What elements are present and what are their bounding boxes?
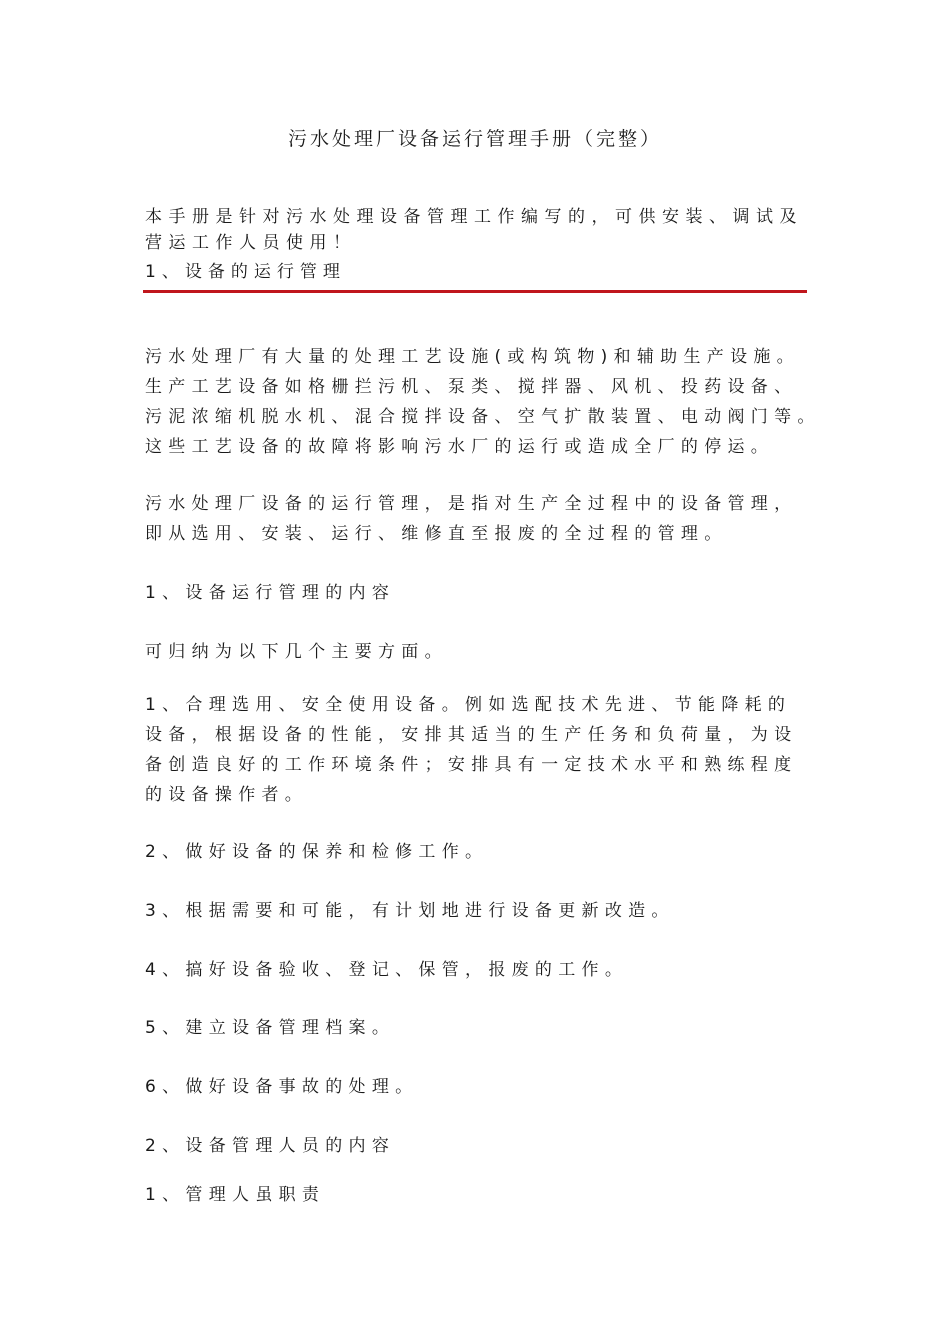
list-item-5: 5、建立设备管理档案。 — [145, 1018, 396, 1038]
list-item-4: 4、搞好设备验收、登记、保管，报废的工作。 — [145, 960, 629, 980]
list-item-line: 备创造良好的工作环境条件；安排具有一定技术水平和熟练程度 — [145, 755, 798, 775]
paragraph-facilities — [145, 342, 821, 462]
list-item-line: 1、合理选用、安全使用设备。例如选配技术先进、节能降耗的 — [145, 695, 792, 715]
list-item-6: 6、做好设备事故的处理。 — [145, 1077, 419, 1097]
paragraph-line: 污水处理厂有大量的处理工艺设施(或构筑物)和辅助生产设施。 — [145, 347, 800, 367]
paragraph-line: 即从选用、安装、运行、维修直至报废的全过程的管理。 — [145, 524, 728, 544]
document-title: 污水处理厂设备运行管理手册（完整） — [287, 128, 662, 150]
list-item-line: 设备，根据设备的性能，安排其适当的生产任务和负荷量，为设 — [145, 725, 798, 745]
list-item-3: 3、根据需要和可能，有计划地进行设备更新改造。 — [145, 901, 675, 921]
sub-item-duties: 1、管理人虽职责 — [145, 1185, 326, 1205]
section-heading: 1、设备的运行管理 — [145, 262, 346, 282]
sub-heading-content: 1、设备运行管理的内容 — [145, 583, 396, 603]
list-item-2: 2、做好设备的保养和检修工作。 — [145, 842, 489, 862]
intro-paragraph — [145, 204, 809, 256]
paragraph-line: 这些工艺设备的故障将影响污水厂的运行或造成全厂的停运。 — [145, 437, 775, 457]
list-item-line: 的设备操作者。 — [145, 785, 309, 805]
list-item-1 — [145, 690, 809, 810]
section-divider — [143, 290, 807, 293]
intro-line: 本手册是针对污水处理设备管理工作编写的，可供安装、调试及 — [145, 207, 803, 227]
paragraph-line: 生产工艺设备如格栅拦污机、泵类、搅拌器、风机、投药设备、 — [145, 377, 798, 397]
paragraph-line: 污水处理厂设备的运行管理，是指对生产全过程中的设备管理， — [145, 494, 798, 514]
summary-line: 可归纳为以下几个主要方面。 — [145, 642, 448, 662]
paragraph-management — [145, 489, 809, 549]
paragraph-line: 污泥浓缩机脱水机、混合搅拌设备、空气扩散装置、电动阀门等。 — [145, 407, 821, 427]
sub-heading-personnel: 2、设备管理人员的内容 — [145, 1136, 396, 1156]
intro-line: 营运工作人员使用！ — [145, 233, 357, 253]
